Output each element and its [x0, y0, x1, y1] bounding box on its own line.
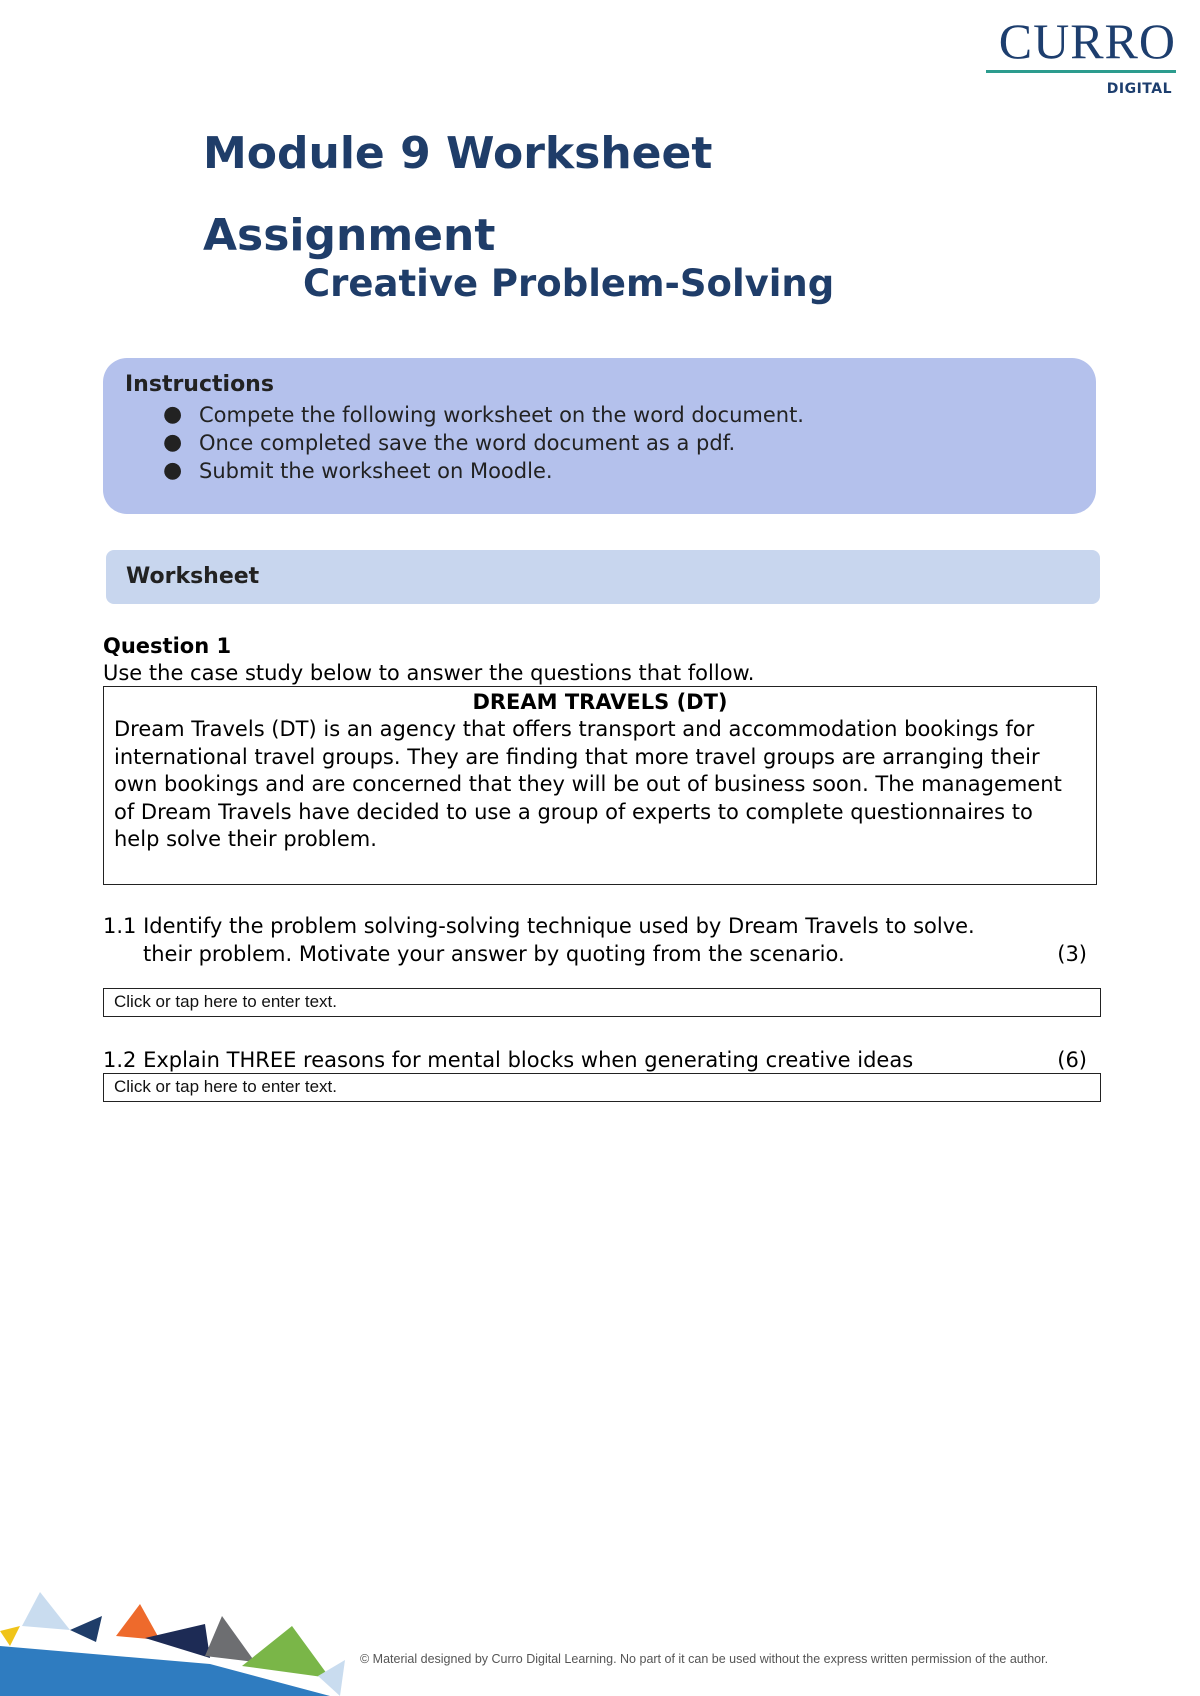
instructions-panel — [103, 358, 1096, 514]
answer-field-1-1[interactable]: Click or tap here to enter text. — [103, 988, 1101, 1017]
instructions-heading: Instructions — [125, 372, 274, 397]
triangle-shape — [205, 1616, 255, 1662]
document-title — [203, 128, 834, 306]
copyright-notice: © Material designed by Curro Digital Learning. No part of it can be used without the express written permission of the author. — [360, 1652, 1049, 1666]
case-study-body — [114, 716, 1086, 854]
question-1-2-text: 1.2 Explain THREE reasons for mental blocks when generating creative ideas — [103, 1048, 914, 1072]
case-study-title: DREAM TRAVELS (DT) — [472, 690, 728, 714]
question-1-heading: Question 1 — [103, 634, 232, 658]
question-1-1-line-1: 1.1 Identify the problem solving-solving technique used by Dream Travels to solve. — [103, 914, 975, 938]
triangle-shape — [22, 1592, 70, 1630]
title-line-2: Assignment — [203, 210, 496, 261]
title-line-3: Creative Problem-Solving — [303, 262, 835, 305]
triangle-shape — [318, 1660, 345, 1696]
logo-main-text: CURRO — [998, 13, 1176, 69]
case-study-box — [103, 686, 1097, 885]
triangle-shape — [0, 1626, 20, 1646]
question-1-2-line — [103, 1046, 1097, 1074]
question-1-1-marks: (3) — [1057, 942, 1087, 966]
instruction-item — [163, 457, 1074, 485]
case-study-line: Dream Travels (DT) is an agency that offers transport and accommodation bookings for — [114, 717, 1035, 741]
instruction-item — [163, 429, 1074, 457]
logo-rule — [986, 70, 1176, 73]
case-study-line: own bookings and are concerned that they will be out of business soon. The management — [114, 772, 1062, 796]
answer-field-1-2[interactable]: Click or tap here to enter text. — [103, 1073, 1101, 1102]
question-1-2-marks: (6) — [1057, 1048, 1087, 1072]
curro-digital-logo — [976, 14, 1176, 97]
triangle-shape — [116, 1604, 160, 1640]
instruction-text: Submit the worksheet on Moodle. — [199, 459, 553, 483]
case-study-line: help solve their problem. — [114, 827, 377, 851]
question-1-2 — [103, 1046, 1097, 1074]
logo-sub-text: DIGITAL — [1106, 81, 1172, 97]
case-study-line: of Dream Travels have decided to use a group of experts to complete questionnaires to — [114, 799, 1033, 824]
instruction-text: Compete the following worksheet on the word document. — [199, 403, 804, 427]
instructions-list — [125, 401, 1074, 485]
question-1-1-line-2-text: their problem. Motivate your answer by quoting from the scenario. — [143, 942, 845, 966]
question-1-intro: Use the case study below to answer the questions that follow. — [103, 661, 755, 685]
bullet-icon: ● — [163, 430, 183, 455]
footer-decoration — [0, 1586, 360, 1696]
instruction-item — [163, 401, 1074, 429]
title-line-1: Module 9 Worksheet — [203, 128, 713, 179]
triangle-shape — [145, 1624, 210, 1658]
case-study-line: international travel groups. They are finding that more travel groups are arranging their — [114, 744, 1040, 769]
bullet-icon: ● — [163, 458, 183, 483]
instruction-text: Once completed save the word document as a pdf. — [199, 431, 736, 455]
triangle-shape — [242, 1626, 330, 1678]
bullet-icon: ● — [163, 402, 183, 427]
question-1-1 — [103, 912, 1097, 968]
triangle-shape — [70, 1616, 102, 1642]
question-1-1-line-2 — [103, 940, 1097, 968]
worksheet-section-header: Worksheet — [106, 550, 1100, 604]
